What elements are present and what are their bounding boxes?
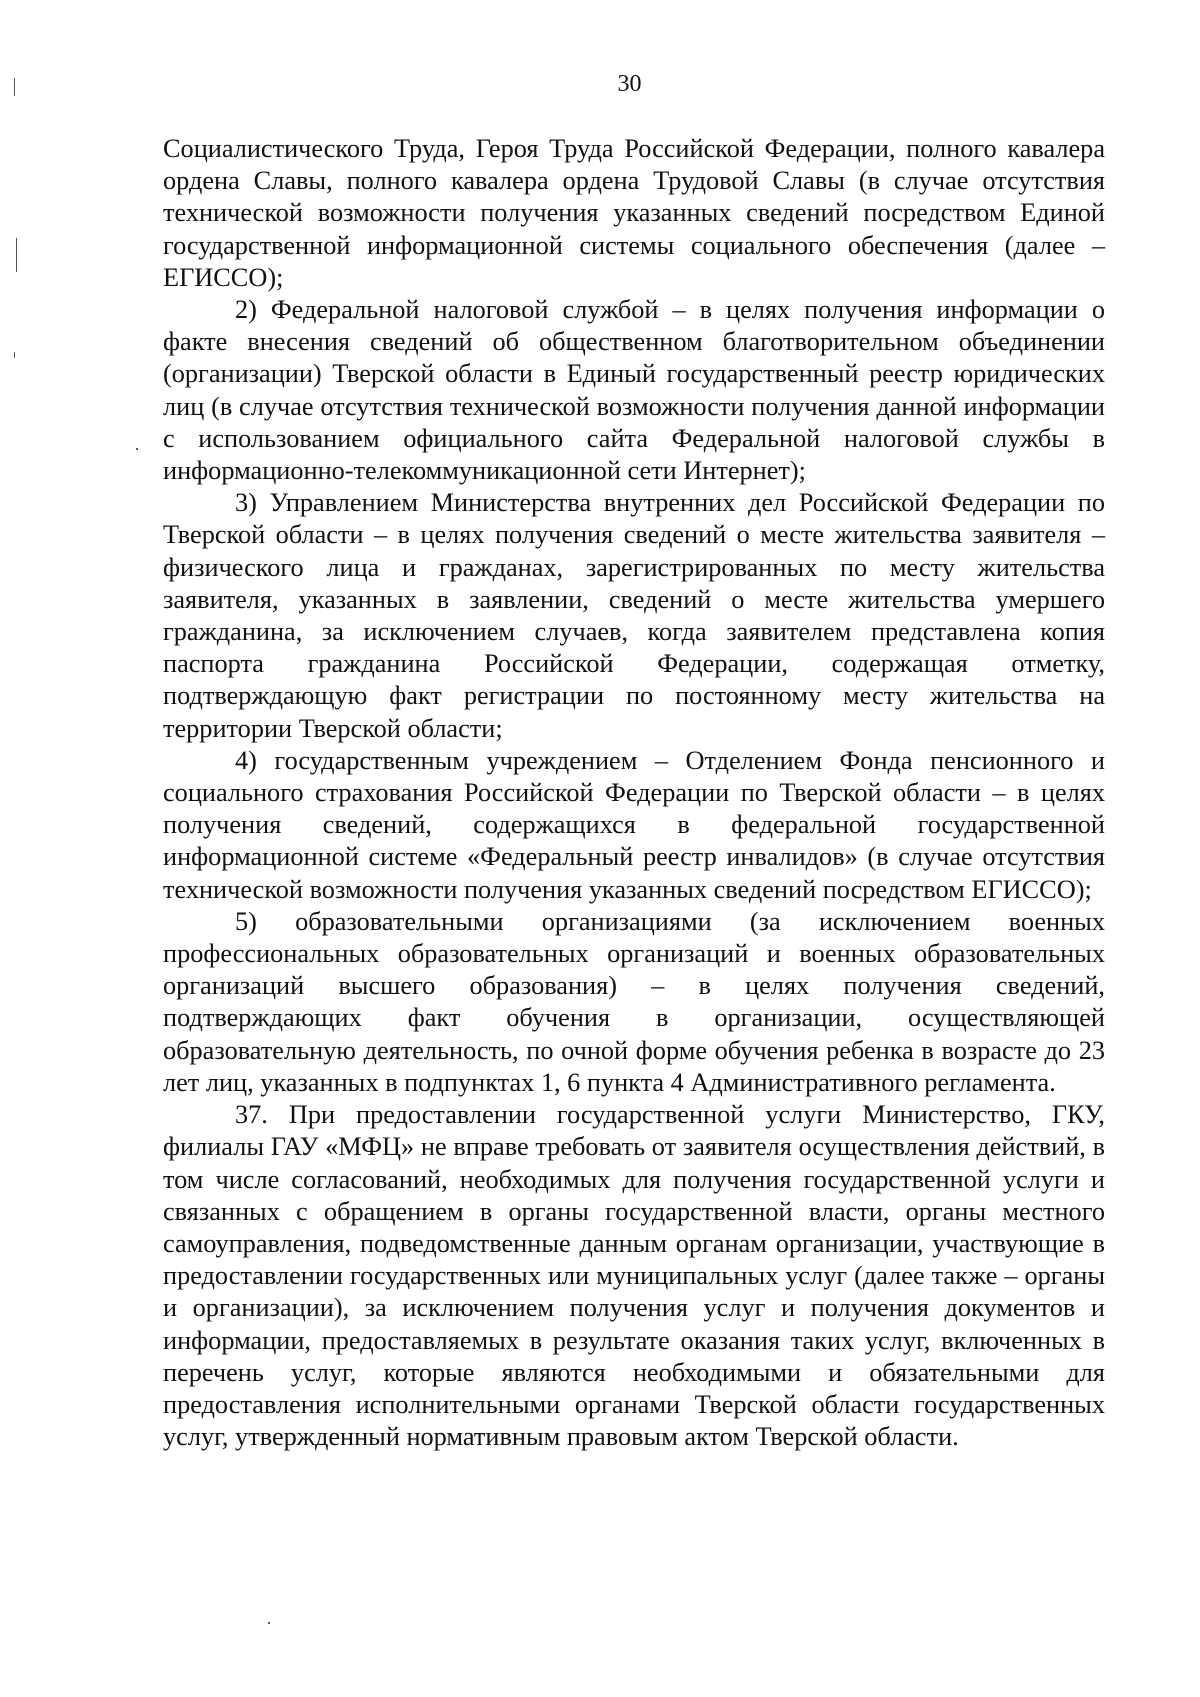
paragraph-item-2: 2) Федеральной налоговой службой – в целях получения информации о факте внесения сведений об общественном благотворительном объединении (организации) Тверской области в Единый государственный реестр юридических лиц (в случае отсутствия технической возможности получения данной информации с использованием официального сайта Федеральной налоговой службы в информационно-телекоммуникационной сети Интернет); [163, 295, 1105, 486]
scan-artifact [16, 238, 17, 272]
scan-artifact [14, 352, 15, 358]
scan-artifact [268, 1622, 270, 1624]
paragraph-clause-37: 37. При предоставлении государственной услуги Министерство, ГКУ, филиалы ГАУ «МФЦ» не вправе требовать от заявителя осуществления действий, в том числе согласований, необходимых для получения государственной услуги и связанных с обращением в органы государственной власти, органы местного самоуправления, подведомственные данным органам организации, участвующие в предоставлении государственных или муниципальных услуг (далее также – органы и организации), за исключением получения услуг и получения документов и информации, предоставляемых в результате оказания таких услуг, включенных в перечень услуг, которые являются необходимыми и обязательными для предоставления исполнительными органами Тверской области государственных услуг, утвержденный нормативным правовым актом Тверской области. [163, 1100, 1105, 1452]
paragraph-item-5: 5) образовательными организациями (за исключением военных профессиональных образовательных организаций и военных образовательных организаций высшего образования) – в целях получения сведений, подтверждающих факт обучения в организации, осуществляющей образовательную деятельность, по очной форме обучения ребенка в возрасте до 23 лет лиц, указанных в подпунктах 1, 6 пункта 4 Административного регламента. [163, 906, 1105, 1097]
document-body [163, 133, 1105, 1453]
paragraph-item-4: 4) государственным учреждением – Отделением Фонда пенсионного и социального страхования Российской Федерации по Тверской области – в целях получения сведений, содержащихся в федеральной государственной информационной системе «Федеральный реестр инвалидов» (в случае отсутствия технической возможности получения указанных сведений посредством ЕГИССО); [163, 745, 1105, 904]
scan-artifact [136, 448, 138, 450]
page-number: 30 [617, 71, 642, 97]
paragraph-item-3: 3) Управлением Министерства внутренних дел Российской Федерации по Тверской области – в целях получения сведений о месте жительства заявителя – физического лица и гражданах, зарегистрированных по месту жительства заявителя, указанных в заявлении, сведений о месте жительства умершего гражданина, за исключением случаев, когда заявителем представлена копия паспорта гражданина Российской Федерации, содержащая отметку, подтверждающую факт регистрации по постоянному месту жительства на территории Тверской области; [163, 488, 1105, 743]
paragraph-continuation: Социалистического Труда, Героя Труда Российской Федерации, полного кавалера ордена Славы, полного кавалера ордена Трудовой Славы (в случае отсутствия технической возможности получения указанных сведений посредством Единой государственной информационной системы социального обеспечения (далее – ЕГИССО); [163, 134, 1105, 292]
